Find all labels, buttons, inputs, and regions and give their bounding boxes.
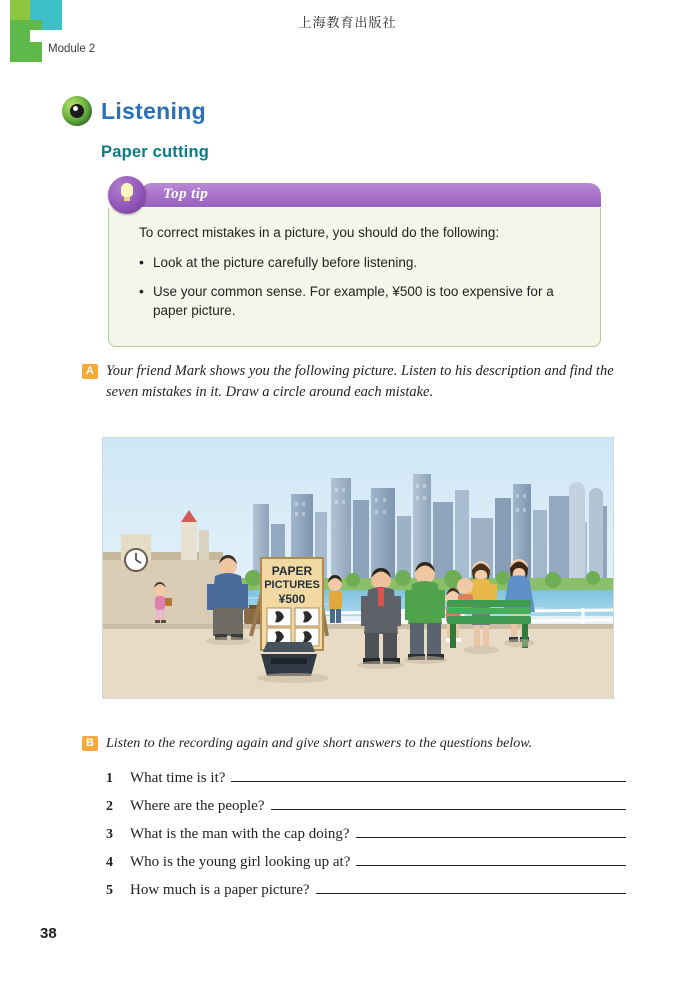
top-tip-body — [108, 208, 601, 347]
answer-line[interactable] — [356, 824, 626, 838]
page-title: Listening — [101, 97, 206, 124]
question-number: 5 — [106, 883, 113, 898]
question-number: 3 — [106, 827, 113, 842]
svg-text:PAPER: PAPER — [271, 564, 313, 578]
question-text: Who is the young girl looking up at? — [130, 854, 351, 870]
question-text: What is the man with the cap doing? — [130, 826, 350, 842]
svg-text:¥500: ¥500 — [278, 592, 306, 606]
question-text: What time is it? — [130, 770, 226, 786]
top-tip-label: Top tip — [163, 186, 209, 202]
answer-line[interactable] — [231, 768, 626, 782]
deco-square-white — [30, 30, 42, 42]
listening-illustration — [102, 437, 614, 699]
module-label: Module 2 — [48, 43, 96, 55]
question-text: How much is a paper picture? — [130, 882, 310, 898]
exercise-marker-b: B — [82, 736, 98, 751]
publisher-name: 上海教育出版社 — [298, 16, 397, 31]
question-row — [106, 824, 626, 852]
answer-line[interactable] — [356, 852, 626, 866]
exercise-a-instruction: Your friend Mark shows you the following picture. Listen to his description and find the seven mistakes in it. Draw a circle around each mistake. — [106, 363, 614, 400]
section-heading — [62, 96, 206, 126]
top-tip-tab — [108, 182, 601, 208]
svg-text:PICTURES: PICTURES — [264, 579, 320, 591]
exercise-marker-a: A — [82, 364, 98, 379]
top-tip-lead: To correct mistakes in a picture, you should do the following: — [139, 225, 500, 240]
answer-line[interactable] — [271, 796, 627, 810]
question-number: 2 — [106, 799, 113, 814]
question-text: Where are the people? — [130, 798, 265, 814]
question-number: 4 — [106, 855, 113, 870]
question-row — [106, 796, 626, 824]
question-row — [106, 768, 626, 796]
question-row — [106, 880, 626, 908]
page-number: 38 — [40, 925, 57, 942]
question-row — [106, 852, 626, 880]
question-number: 1 — [106, 771, 113, 786]
section-subtitle: Paper cutting — [101, 143, 210, 161]
lightbulb-icon — [108, 176, 146, 214]
top-tip-bullet-list — [139, 253, 580, 321]
exercise-b-instruction: Listen to the recording again and give short answers to the questions below. — [106, 736, 533, 751]
top-tip-bullet: • Use your common sense. For example, ¥500 is too expensive for a paper picture. — [139, 282, 580, 321]
question-list — [106, 768, 626, 908]
answer-line[interactable] — [316, 880, 626, 894]
listening-headphone-icon — [62, 96, 92, 126]
top-tip-box — [108, 182, 601, 347]
top-tip-bullet: • Look at the picture carefully before listening. — [139, 253, 580, 273]
